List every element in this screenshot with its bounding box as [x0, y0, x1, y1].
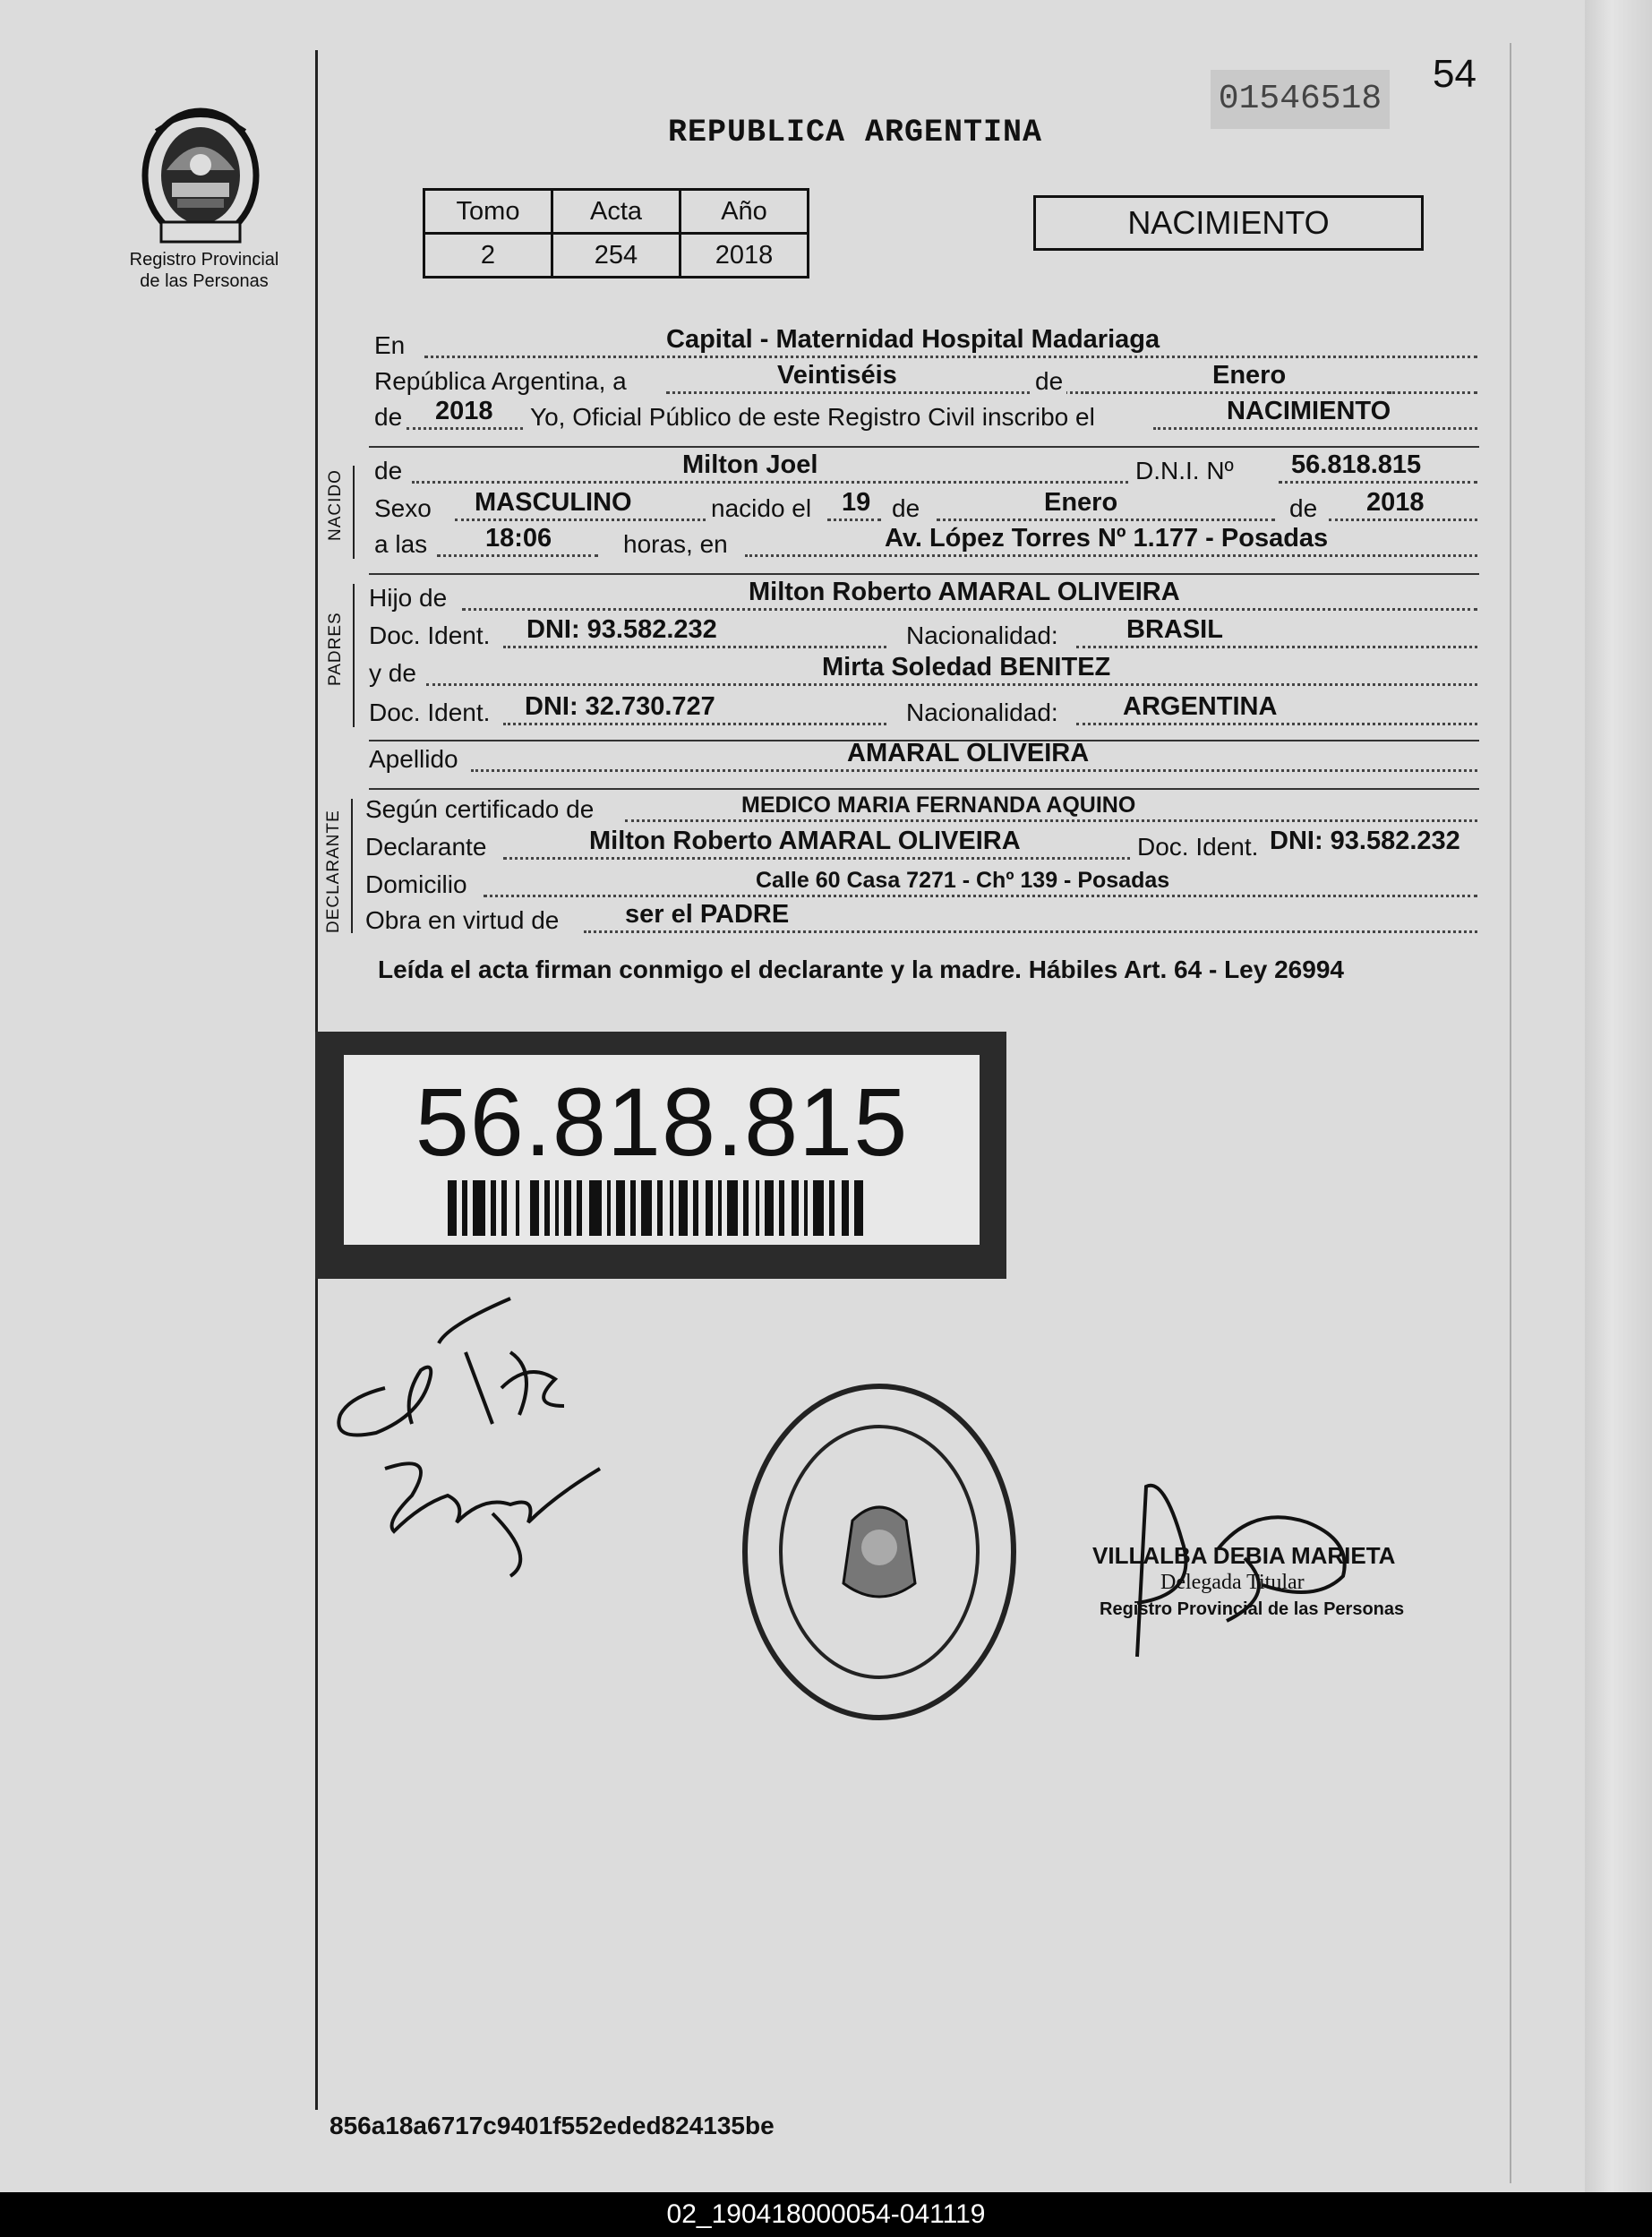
nacido-anio: 2018 — [1366, 488, 1425, 517]
section-label-padres: PADRES — [326, 612, 345, 686]
nacido-de-label-2: de — [892, 494, 920, 522]
row-apellido — [369, 739, 1479, 777]
madre-nacionalidad: ARGENTINA — [1123, 692, 1278, 721]
section-bracket — [353, 466, 355, 559]
misiones-emblem-icon — [134, 106, 267, 249]
padre-nacionalidad-label: Nacionalidad: — [906, 621, 1058, 649]
table-cell-anio: 2018 — [680, 234, 809, 278]
section-divider — [369, 446, 1479, 448]
dotted-line — [1329, 519, 1477, 521]
declarante-doc: DNI: 93.582.232 — [1270, 827, 1460, 855]
dotted-line — [437, 554, 598, 557]
inscripcion-texto: Yo, Oficial Público de este Registro Civil inscribo el — [530, 403, 1095, 431]
certificado-value: MEDICO MARIA FERNANDA AQUINO — [741, 793, 1136, 818]
dotted-line — [937, 519, 1275, 521]
padre-doc-label: Doc. Ident. — [369, 621, 491, 649]
row-domicilio — [365, 868, 1479, 903]
row-declarante — [365, 827, 1479, 865]
dotted-line — [503, 723, 886, 725]
tomo-acta-anio-table — [423, 188, 809, 279]
dni-sticker-number: 56.818.815 — [415, 1067, 909, 1176]
domicilio-value: Calle 60 Casa 7271 - Chº 139 - Posadas — [756, 868, 1170, 893]
row-nacido-sexo — [369, 488, 1479, 527]
certificado-label: Según certificado de — [365, 795, 595, 823]
dotted-line — [424, 356, 1477, 358]
table-header-acta: Acta — [552, 190, 680, 234]
nacido-el-label: nacido el — [711, 494, 812, 522]
firma-statement: Leída el acta firman conmigo el declarante y la madre. Hábiles Art. 64 - Ley 26994 — [378, 956, 1344, 983]
a-las-label: a las — [374, 530, 428, 558]
de-label: de — [1031, 367, 1066, 396]
document-hash: 856a18a6717c9401f552eded824135be — [330, 2112, 775, 2139]
page-edge-shadow — [1585, 0, 1652, 2192]
row-padre — [369, 578, 1479, 616]
section-label-declarante: DECLARANTE — [324, 810, 343, 933]
row-nacido-hora — [369, 524, 1479, 562]
dotted-line — [1279, 481, 1477, 484]
row-padre-doc — [369, 615, 1479, 654]
pais-label: República Argentina, a — [374, 367, 627, 395]
madre-doc-label: Doc. Ident. — [369, 699, 491, 726]
right-margin-line — [1510, 43, 1511, 2183]
dotted-line — [1085, 391, 1477, 394]
dotted-line — [503, 646, 886, 648]
padre-nacionalidad: BRASIL — [1126, 615, 1223, 644]
padre-doc: DNI: 93.582.232 — [526, 615, 717, 644]
dotted-line — [455, 519, 706, 521]
row-inscripcion — [369, 397, 1479, 435]
nacido-de-label-3: de — [1289, 494, 1318, 522]
nacido-de-label: de — [374, 457, 403, 484]
y-de-label: y de — [369, 659, 416, 687]
declarante-signature — [331, 1290, 645, 1585]
lugar-value: Capital - Maternidad Hospital Madariaga — [666, 325, 1160, 354]
madre-doc: DNI: 32.730.727 — [525, 692, 715, 721]
row-certificado — [365, 793, 1479, 827]
dotted-line — [471, 769, 1477, 772]
row-obra — [365, 900, 1479, 939]
inscripcion-tipo: NACIMIENTO — [1227, 397, 1391, 425]
page-title: REPUBLICA ARGENTINA — [668, 115, 1043, 150]
dotted-line — [407, 427, 523, 430]
dotted-line — [412, 481, 1128, 484]
apellido-label: Apellido — [369, 745, 458, 773]
table-header-tomo: Tomo — [424, 190, 552, 234]
apellido-value: AMARAL OLIVEIRA — [847, 739, 1090, 767]
serial-number: 01546518 — [1211, 70, 1390, 129]
row-nacido-nombre — [369, 450, 1479, 489]
nacido-dia: 19 — [842, 488, 871, 517]
dni-label: D.N.I. Nº — [1128, 457, 1234, 485]
footer-id: 02_190418000054-041119 — [0, 2192, 1652, 2237]
section-label-nacido: NACIDO — [326, 469, 345, 541]
madre-nacionalidad-label: Nacionalidad: — [906, 699, 1058, 726]
horas-en-label: horas, en — [623, 530, 728, 558]
domicilio-label: Domicilio — [365, 870, 467, 898]
nacido-nombre: Milton Joel — [682, 450, 818, 479]
nacido-lugar: Av. López Torres Nº 1.177 - Posadas — [885, 524, 1329, 553]
section-divider — [369, 573, 1479, 575]
obra-label: Obra en virtud de — [365, 906, 560, 934]
declarante-label: Declarante — [365, 833, 487, 861]
obra-value: ser el PADRE — [625, 900, 790, 929]
lugar-label: En — [374, 331, 406, 359]
dotted-line — [1153, 427, 1477, 430]
issuer-line-2: de las Personas — [140, 271, 269, 291]
fecha-mes: Enero — [1212, 361, 1287, 390]
table-cell-tomo: 2 — [424, 234, 552, 278]
row-lugar — [369, 325, 1479, 364]
dotted-line — [1076, 646, 1477, 648]
section-bracket — [353, 584, 355, 727]
declarante-nombre: Milton Roberto AMARAL OLIVEIRA — [589, 827, 1021, 855]
page-number: 54 — [1433, 52, 1477, 96]
dotted-line — [484, 895, 1477, 897]
madre-nombre: Mirta Soledad BENITEZ — [822, 653, 1111, 681]
dotted-line — [503, 857, 1180, 860]
fecha-dia: Veintiséis — [777, 361, 897, 390]
dotted-line — [745, 554, 1477, 557]
table-header-anio: Año — [680, 190, 809, 234]
nacido-mes: Enero — [1044, 488, 1118, 517]
row-madre-doc — [369, 692, 1479, 731]
issuer-label — [115, 249, 294, 292]
hijo-de-label: Hijo de — [369, 584, 448, 612]
firmante-nombre: VILLALBA DEBIA MARIETA — [1092, 1542, 1396, 1569]
document-type-box: NACIMIENTO — [1033, 195, 1424, 251]
section-bracket — [351, 799, 353, 933]
sexo-label: Sexo — [374, 494, 432, 522]
row-madre — [369, 653, 1479, 691]
firmante-cargo: Delegada Titular — [1160, 1571, 1305, 1594]
padre-nombre: Milton Roberto AMARAL OLIVEIRA — [749, 578, 1180, 606]
dotted-line — [462, 608, 1477, 611]
declarante-doc-label: Doc. Ident. — [1130, 833, 1265, 861]
nacido-hora: 18:06 — [485, 524, 552, 553]
dotted-line — [827, 519, 881, 521]
fecha-anio: 2018 — [435, 397, 493, 425]
dotted-line — [1076, 723, 1477, 725]
dotted-line — [584, 930, 1477, 933]
issuer-line-1: Registro Provincial — [129, 250, 279, 270]
official-seal-stamp — [736, 1377, 1023, 1727]
nacido-sexo: MASCULINO — [475, 488, 632, 517]
row-fecha — [369, 361, 1479, 399]
section-divider — [369, 788, 1479, 790]
firmante-registro: Registro Provincial de las Personas — [1100, 1599, 1405, 1619]
de2-label: de — [374, 403, 403, 431]
dotted-line — [625, 819, 1477, 822]
nacido-dni: 56.818.815 — [1291, 450, 1422, 479]
barcode-icon — [448, 1180, 869, 1236]
dotted-line — [426, 683, 1477, 686]
table-cell-acta: 254 — [552, 234, 680, 278]
